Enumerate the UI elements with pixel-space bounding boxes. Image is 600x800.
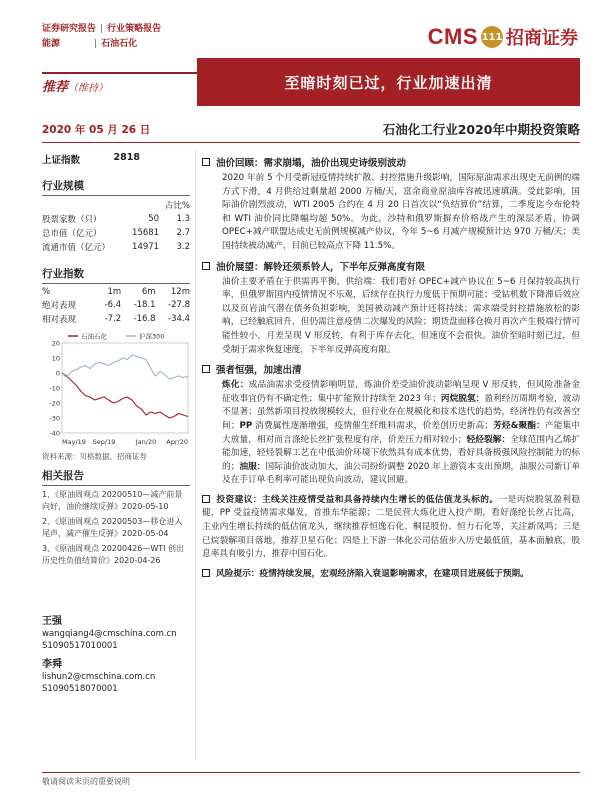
cell: 相对表现 <box>42 315 77 325</box>
y-tick-label: 0 <box>55 369 60 378</box>
table-row <box>42 298 190 312</box>
index-value: 2818 <box>113 152 140 163</box>
scale-table <box>42 198 190 254</box>
legend-label: 沪深300 <box>139 332 165 341</box>
index-row <box>42 152 190 166</box>
table-row <box>42 312 190 326</box>
heading-text: 强者恒强，加速出清 <box>216 365 302 377</box>
related-title: 相关报告 <box>42 468 190 486</box>
cell: 50 <box>148 214 160 224</box>
cell: 绝对表现 <box>42 301 77 311</box>
cell: -6.4 <box>104 300 122 310</box>
cell: -7.2 <box>104 314 122 324</box>
bold-run: 丙烷脱氢： <box>440 393 485 404</box>
y-tick-label: 10 <box>51 354 60 363</box>
rating-label: 推荐 <box>42 80 69 95</box>
heading-text: 油价展望：解铃还须系铃人，下半年反弹高度有限 <box>216 261 426 273</box>
cell: -34.4 <box>168 314 190 324</box>
perf-table <box>42 286 190 326</box>
related-item[interactable]: 2、《原油周观点 20200503—移仓进入尾声，减产催生反弹》2020-05-04 <box>42 517 183 538</box>
column-divider <box>195 150 196 760</box>
rating-sub: （维持） <box>68 83 109 94</box>
report-type-header: 证券研究报告 | 行业策略报告 能源 | 石油石化 <box>42 22 161 52</box>
paragraph-text: 一是丙烷脱氢盈利稳健，PP 受益疫情需求爆发，首推东华能源；二是民营大炼化进入投产期，看好涤纶长丝占比高，主业内生增长持续的低估值龙头，继续推荐恒逸石化、桐昆股份、恒力石化等，关注新凤鸣；三是已烷裂解项目落地，推荐卫星石化；四是上下游一体化公司估值步入历史最低值，基本面触底，股息率具有吸引力，推荐中国石化。 <box>202 494 581 560</box>
y-tick-label: -20 <box>49 399 60 408</box>
cell: % <box>42 287 51 297</box>
cell: -18.1 <box>133 300 156 310</box>
risk-paragraph <box>202 568 580 582</box>
logo-latin: CMS <box>427 24 478 49</box>
y-tick-label: -10 <box>49 384 60 393</box>
bold-run: 轻烃裂解： <box>466 434 511 445</box>
report-category: 证券研究报告 <box>42 24 97 34</box>
y-tick-label: -40 <box>49 429 60 438</box>
sector-label: 能源 <box>42 39 61 49</box>
bold-run: 油服： <box>239 461 266 472</box>
analyst-id: S1090517010001 <box>42 641 118 651</box>
main-content <box>202 155 580 584</box>
table-row <box>42 226 190 240</box>
subtitle-rule <box>42 142 580 143</box>
y-tick-label: -30 <box>49 414 60 423</box>
report-kind: 行业策略报告 <box>107 24 162 34</box>
series-line-1 <box>62 355 188 379</box>
section-paragraph: 2020 年前 5 个月受新冠疫情持续扩散、封控措施升级影响，国际原油需求出现史无前例的端方式下滑，4 月供给过剩量超 2000 万桶/天，富余商业原油库容被迅速填满。受此影响，国际油价剧烈波动，WTI 2005 合约在 4 月 20 日首次以“负结算价”结算，二季度迄今布伦特和 WTI 油价同比降幅均超 50%。为此，沙特和俄罗斯摒弃价格战产生的深层矛盾，协调 OPEC+减产联盟达成史无前例规模减产协议，今年 5~6 月减产规模预计达 970 万桶/天；美国持续被动减产，目前已较高点下降 11.5%。 <box>222 173 580 251</box>
bullet-box-icon <box>202 262 210 270</box>
analyst-email[interactable]: lishun2@cmschina.com.cn <box>42 672 156 682</box>
scale-header: 占比% <box>164 201 190 211</box>
footer-disclaimer[interactable]: 敬请阅读末页的重要说明 <box>42 777 130 786</box>
heading-text: 风险提示：疫情持续发展，宏观经济陷入衰退影响需求，在建项目进展低于预期。 <box>216 568 529 579</box>
cms-logo <box>428 22 578 52</box>
logo-cn: 招商证券 <box>506 28 578 49</box>
heading-text: 油价回顾：需求崩塌，油价出现史诗级别波动 <box>216 158 407 169</box>
bullet-box-icon <box>202 569 210 577</box>
invest-paragraph <box>202 494 580 562</box>
bold-run: 炼化： <box>222 380 249 391</box>
section-paragraph: 油价主要矛盾在于供需再平衡，供给端：我们看好 OPEC+减产协议在 5~6 月保持较高执行率，但俄罗斯国内疫情情况不乐观，后续存在执行力度低于预期可能；受钻机数下降滞后效应以及页岩油气潜在债务负担影响，美国被动减产预计还将持续；需求端受封控措施放松的影响，已经触底回升，但仍需注意疫情二次爆发的风险；期货盘面移仓换月再次产生极端行情可能性较小，月差呈现 V 形反转，有利于库存去化，但速度不会很快。油价至暗时刻已过，但受制于需求恢复速度，下半年反弹高度有限。 <box>222 276 580 355</box>
chart-source: 资料来源：贝格数据、招商证券 <box>42 452 147 461</box>
report-subtitle: 石油化工行业2020年中期投资策略 <box>382 122 580 137</box>
bullet-box-icon <box>202 365 210 373</box>
x-tick-label: Sep/19 <box>92 438 116 446</box>
x-tick-label: May/19 <box>62 438 86 446</box>
report-date: 2020 年 05 月 26 日 <box>42 124 151 136</box>
bullet-box-icon <box>202 158 210 166</box>
bullet-box-icon <box>202 495 210 503</box>
section-heading <box>202 259 580 273</box>
cell: -27.8 <box>168 300 190 310</box>
sidebar <box>42 152 190 567</box>
perf-chart-svg <box>42 329 190 449</box>
index-label: 上证指数 <box>42 155 81 166</box>
footer-rule <box>42 772 580 773</box>
analyst-name: 王强 <box>42 616 62 627</box>
cell: 总市值（亿元） <box>42 229 102 239</box>
section-heading <box>202 155 580 169</box>
section-heading <box>202 362 580 376</box>
analyst-name: 李舜 <box>42 659 62 670</box>
cell: 流通市值（亿元） <box>42 243 111 253</box>
rating <box>42 76 108 95</box>
cell: 2.7 <box>176 228 190 238</box>
series-line-0 <box>62 373 188 418</box>
analyst-email[interactable]: wangqiang4@cmschina.com.cn <box>42 629 177 639</box>
cell: 1.3 <box>176 214 190 224</box>
cell: -16.8 <box>133 314 156 324</box>
x-tick-label: Jan/20 <box>135 438 157 446</box>
perf-title: 行业指数 <box>42 266 190 284</box>
analyst-id: S1090518070001 <box>42 684 118 694</box>
x-tick-label: Apr/20 <box>166 438 188 446</box>
scale-title: 行业规模 <box>42 178 190 196</box>
table-row <box>42 212 190 226</box>
cell: 12m <box>170 287 190 297</box>
analyst-1 <box>42 616 190 652</box>
related-item[interactable]: 3、《原油周观点 20200426—WTI 创出历史性负值结算价》2020-04-26 <box>42 544 185 565</box>
cell: 15681 <box>132 228 160 238</box>
analyst-2 <box>42 659 190 695</box>
report-title: 至暗时刻已过，行业加速出清 <box>197 58 580 106</box>
cell: 6m <box>141 287 156 297</box>
cell: 14971 <box>132 242 160 252</box>
cell: 1m <box>107 287 122 297</box>
cell: 3.2 <box>176 242 190 252</box>
section-paragraph: 炼化：成品油需求受疫情影响明显，炼油价差受油价波动影响呈现 V 形反转，但风险准备金征收事宜仍有不确定性；集中扩能预计持续至 2023 年；丙烷脱氢：盈利经历周期考验，波动不显著；虽然新项目投放规模较大，但行业存在规模化和技术迭代的趋势，经济性仍有改善空间；PP 消费属性逐渐增强，疫情催生纤维料需求，价差创历史新高；芳烃&聚酯：产能集中大放量，相对而言涤纶长丝扩张程度有序，价差压力相对较小；轻烃裂解：全球范围内乙烯扩能加速，轻烃裂解工艺在中低油价环境下依然具有成本优势，看好具备极强风险控制能力的标的；油服：国际油价波动加大，油公司纷纷调整 2020 年上游资本支出预期，油服公司新订单及在手订单毛利率可能出现负向波动，建议回避。 <box>222 380 581 486</box>
table-row <box>42 240 190 254</box>
bold-run: 芳烃&聚酯： <box>492 420 545 431</box>
industry-label: 石油石化 <box>101 39 138 49</box>
bold-run: PP <box>239 420 253 431</box>
cell: 股票家数（只） <box>42 215 102 225</box>
related-item[interactable]: 1、《原油周观点 20200510—减产前景向好，油价继续反弹》2020-05-10 <box>42 490 183 511</box>
plot-frame <box>62 343 188 433</box>
heading-text: 投资建议：主线关注疫情受益和具备持续内生增长的低估值龙头标的。 <box>216 494 499 505</box>
logo-badge-icon: 111 <box>481 26 503 48</box>
table-header <box>42 286 190 298</box>
y-tick-label: 20 <box>51 339 60 348</box>
perf-chart <box>42 329 190 449</box>
legend-label: 石油石化 <box>81 332 107 341</box>
